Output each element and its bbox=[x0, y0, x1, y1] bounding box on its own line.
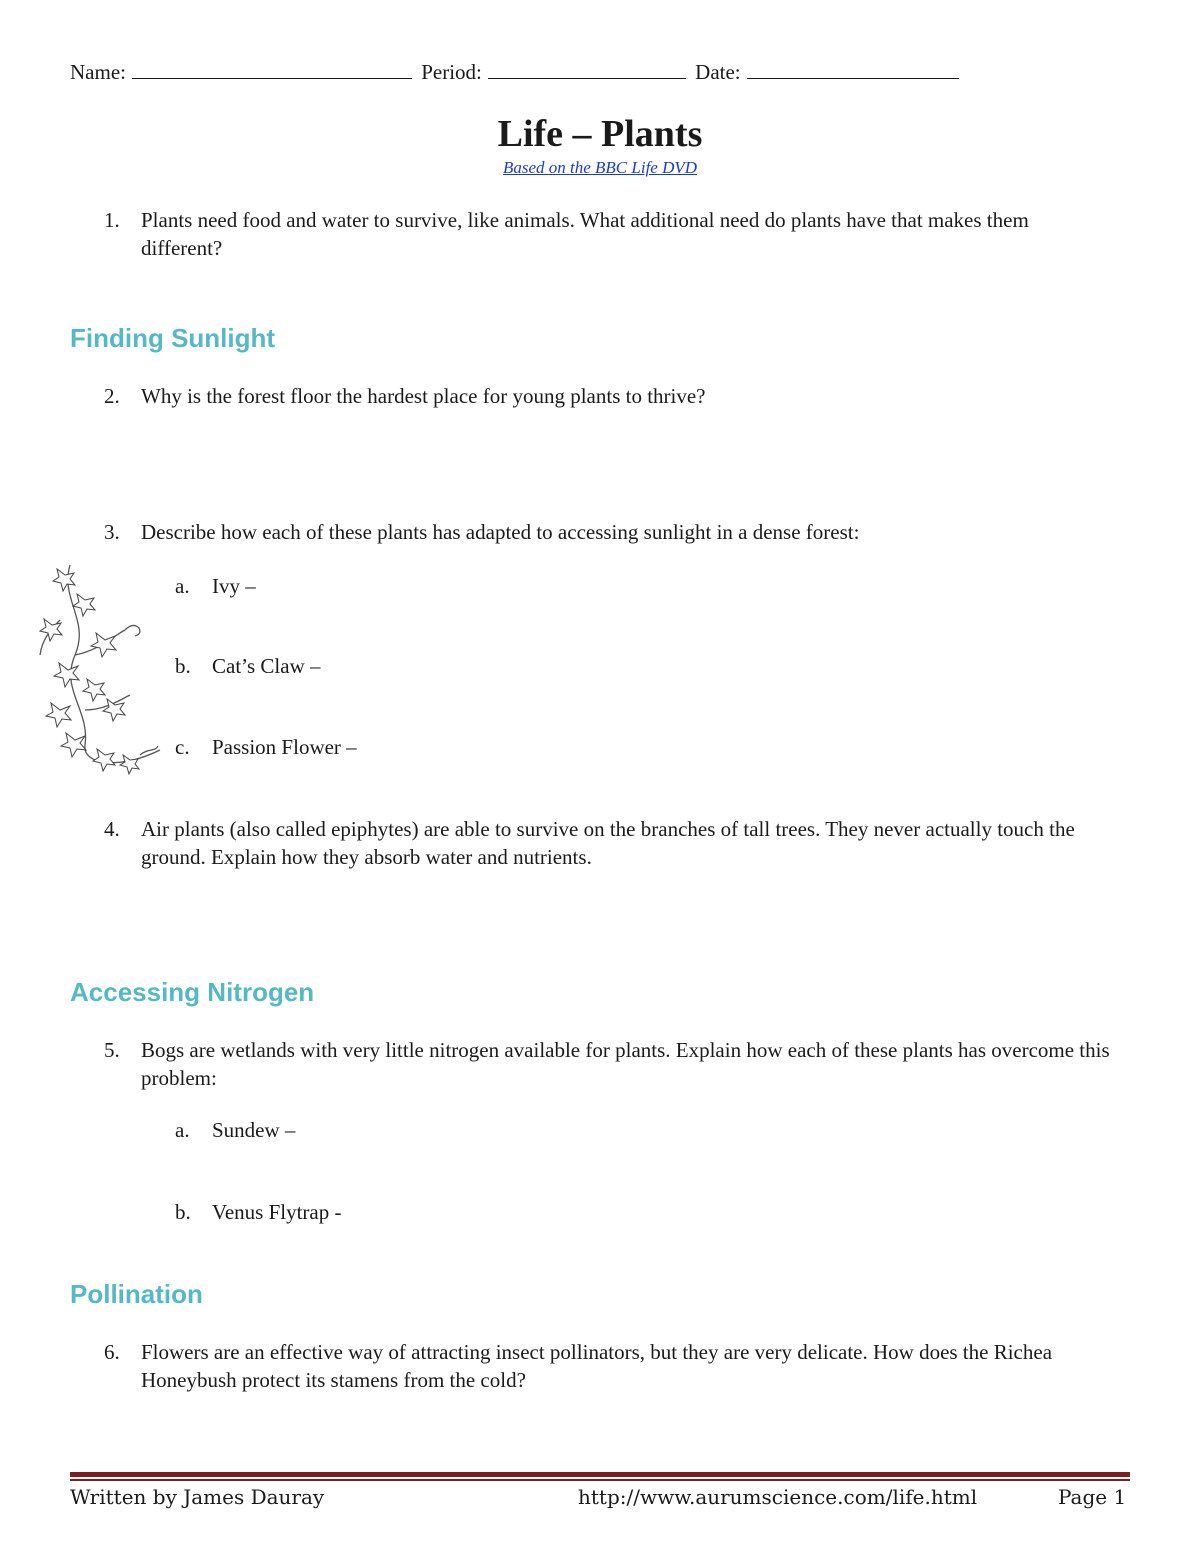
footer-rule-thin bbox=[70, 1479, 1130, 1481]
item-text: Ivy – bbox=[212, 574, 256, 598]
question-number: 6. bbox=[104, 1340, 120, 1364]
question-text: Plants need food and water to survive, like animals. What additional need do plants have that makes them different? bbox=[141, 208, 1029, 260]
student-info-header bbox=[70, 58, 963, 85]
section-finding-sunlight: Finding Sunlight bbox=[70, 323, 276, 353]
question-text: Bogs are wetlands with very little nitrogen available for plants. Explain how each of these plants has overcome this problem: bbox=[141, 1038, 1110, 1090]
item-letter: b. bbox=[175, 1200, 191, 1224]
question-text: Describe how each of these plants has adapted to accessing sunlight in a dense forest: bbox=[141, 520, 860, 544]
item-text: Passion Flower – bbox=[212, 735, 357, 759]
item-letter: a. bbox=[175, 1118, 190, 1142]
subtitle-link[interactable] bbox=[0, 158, 1200, 178]
item-text: Venus Flytrap - bbox=[212, 1200, 342, 1224]
question-number: 1. bbox=[104, 208, 120, 232]
period-label: Period: bbox=[421, 60, 482, 84]
name-label: Name: bbox=[70, 60, 126, 84]
date-blank[interactable] bbox=[747, 58, 959, 79]
question-text: Flowers are an effective way of attracting insect pollinators, but they are very delicate. How does the Richea Honeybush protect its stamens from the cold? bbox=[141, 1340, 1053, 1392]
footer-url[interactable]: http://www.aurumscience.com/life.html bbox=[578, 1485, 978, 1509]
footer-rule-thick bbox=[70, 1472, 1130, 1477]
item-text: Sundew – bbox=[212, 1118, 296, 1142]
item-text: Cat’s Claw – bbox=[212, 654, 321, 678]
name-blank[interactable] bbox=[132, 58, 412, 79]
question-number: 3. bbox=[104, 520, 120, 544]
date-label: Date: bbox=[695, 60, 741, 84]
question-number: 4. bbox=[104, 817, 120, 841]
footer-page-number: Page 1 bbox=[1058, 1485, 1127, 1509]
period-blank[interactable] bbox=[488, 58, 686, 79]
question-number: 2. bbox=[104, 384, 120, 408]
page-title: Life – Plants bbox=[497, 113, 703, 155]
section-accessing-nitrogen: Accessing Nitrogen bbox=[70, 977, 315, 1007]
question-text: Why is the forest floor the hardest place for young plants to thrive? bbox=[141, 384, 706, 408]
subtitle-link-text[interactable]: Based on the BBC Life DVD bbox=[502, 158, 698, 177]
item-letter: c. bbox=[175, 735, 190, 759]
section-pollination: Pollination bbox=[70, 1279, 203, 1309]
footer-author: Written by James Dauray bbox=[70, 1485, 325, 1509]
item-letter: a. bbox=[175, 574, 190, 598]
item-letter: b. bbox=[175, 654, 191, 678]
question-number: 5. bbox=[104, 1038, 120, 1062]
question-text: Air plants (also called epiphytes) are able to survive on the branches of tall trees. They never actually touch the ground. Explain how they absorb water and nutrients. bbox=[141, 817, 1075, 869]
ivy-vine-illustration bbox=[30, 560, 170, 780]
